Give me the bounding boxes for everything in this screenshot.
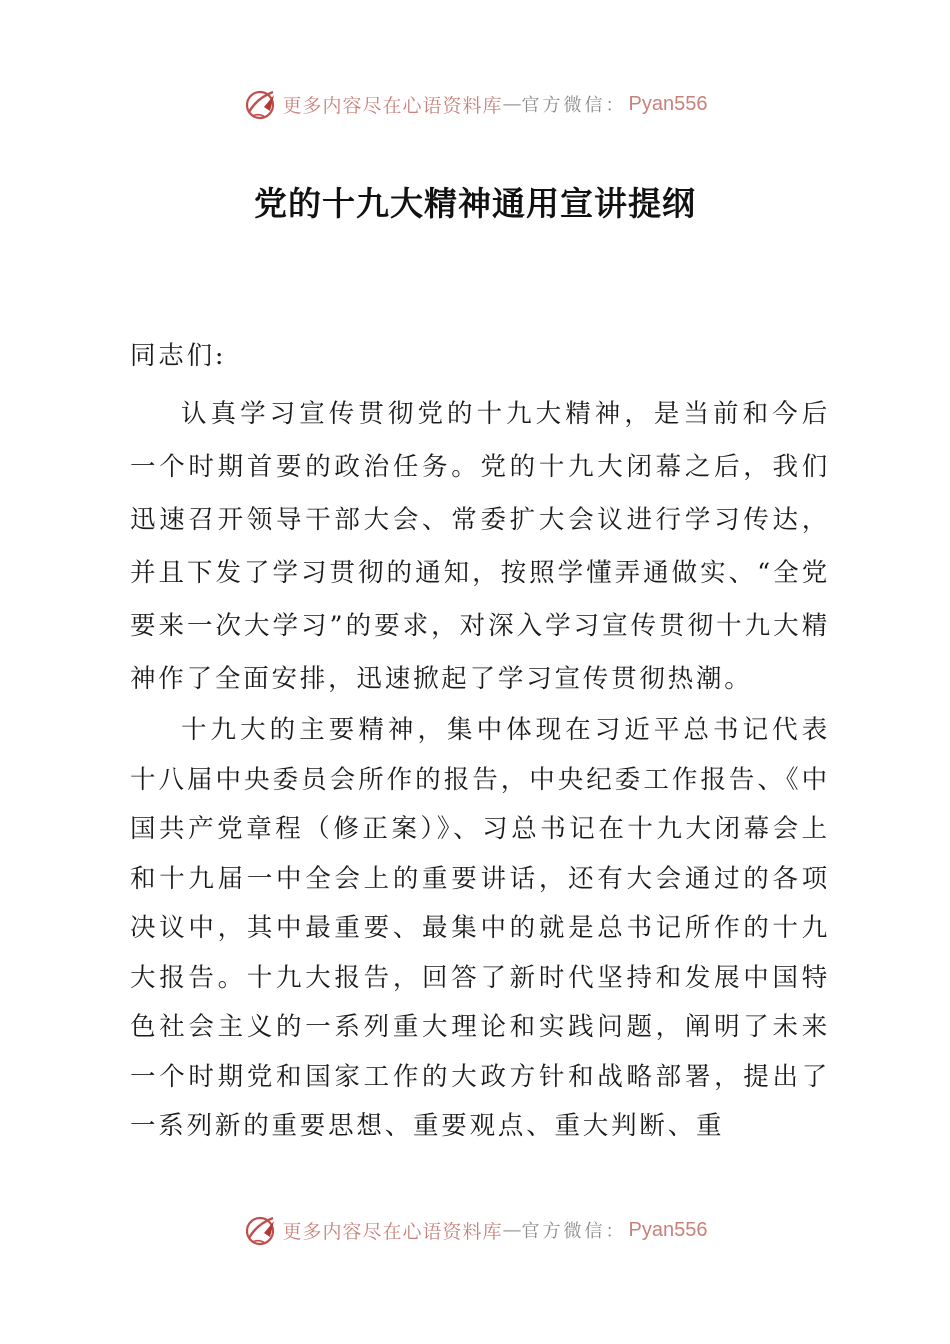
- banner-site-text: 更多内容尽在心语资料库: [282, 94, 503, 117]
- document-body: [130, 332, 830, 1152]
- body-paragraph-2: 十九大的主要精神，集中体现在习近平总书记代表十八届中央委员会所作的报告，中央纪委工作报告、《中国共产党章程（修正案）》、习总书记在十九大闭幕会上和十九届一中全会上的重要讲话，还有大会通过的各项决议中，其中最重要、最集中的就是总书记所作的十九大报告。十九大报告，回答了新时代坚持和发展中国特色社会主义的一系列重大理论和实践问题，阐明了未来一个时期党和国家工作的大政方针和战略部署，提出了一系列新的重要思想、重要观点、重大判断、重: [130, 715, 830, 1141]
- body-paragraph-1: 认真学习宣传贯彻党的十九大精神，是当前和今后一个时期首要的政治任务。党的十九大闭幕之后，我们迅速召开领导干部大会、常委扩大会议进行学习传达，并且下发了学习贯彻的通知，按照学懂弄通做实、“全党要来一次大学习”的要求，对深入学习宣传贯彻十九大精神作了全面安排，迅速掀起了学习宣传贯彻热潮。: [130, 399, 830, 694]
- salutation: 同志们:: [130, 341, 227, 371]
- header-banner: [0, 84, 950, 124]
- banner-wechat-label: 官方微信：: [521, 95, 627, 116]
- banner-wechat-id: Pyan556: [628, 1218, 708, 1241]
- document-title: 党的十九大精神通用宣讲提纲: [254, 184, 696, 223]
- banner-wechat-label: 官方微信：: [521, 1221, 627, 1242]
- banner-separator: —: [502, 93, 522, 115]
- banner-wechat-id: Pyan556: [628, 92, 708, 115]
- pen-nib-logo-icon: [243, 1212, 279, 1248]
- banner-separator: —: [502, 1219, 522, 1241]
- pen-nib-logo-icon: [243, 86, 279, 122]
- banner-site-text: 更多内容尽在心语资料库: [282, 1220, 503, 1243]
- footer-banner: [0, 1210, 950, 1250]
